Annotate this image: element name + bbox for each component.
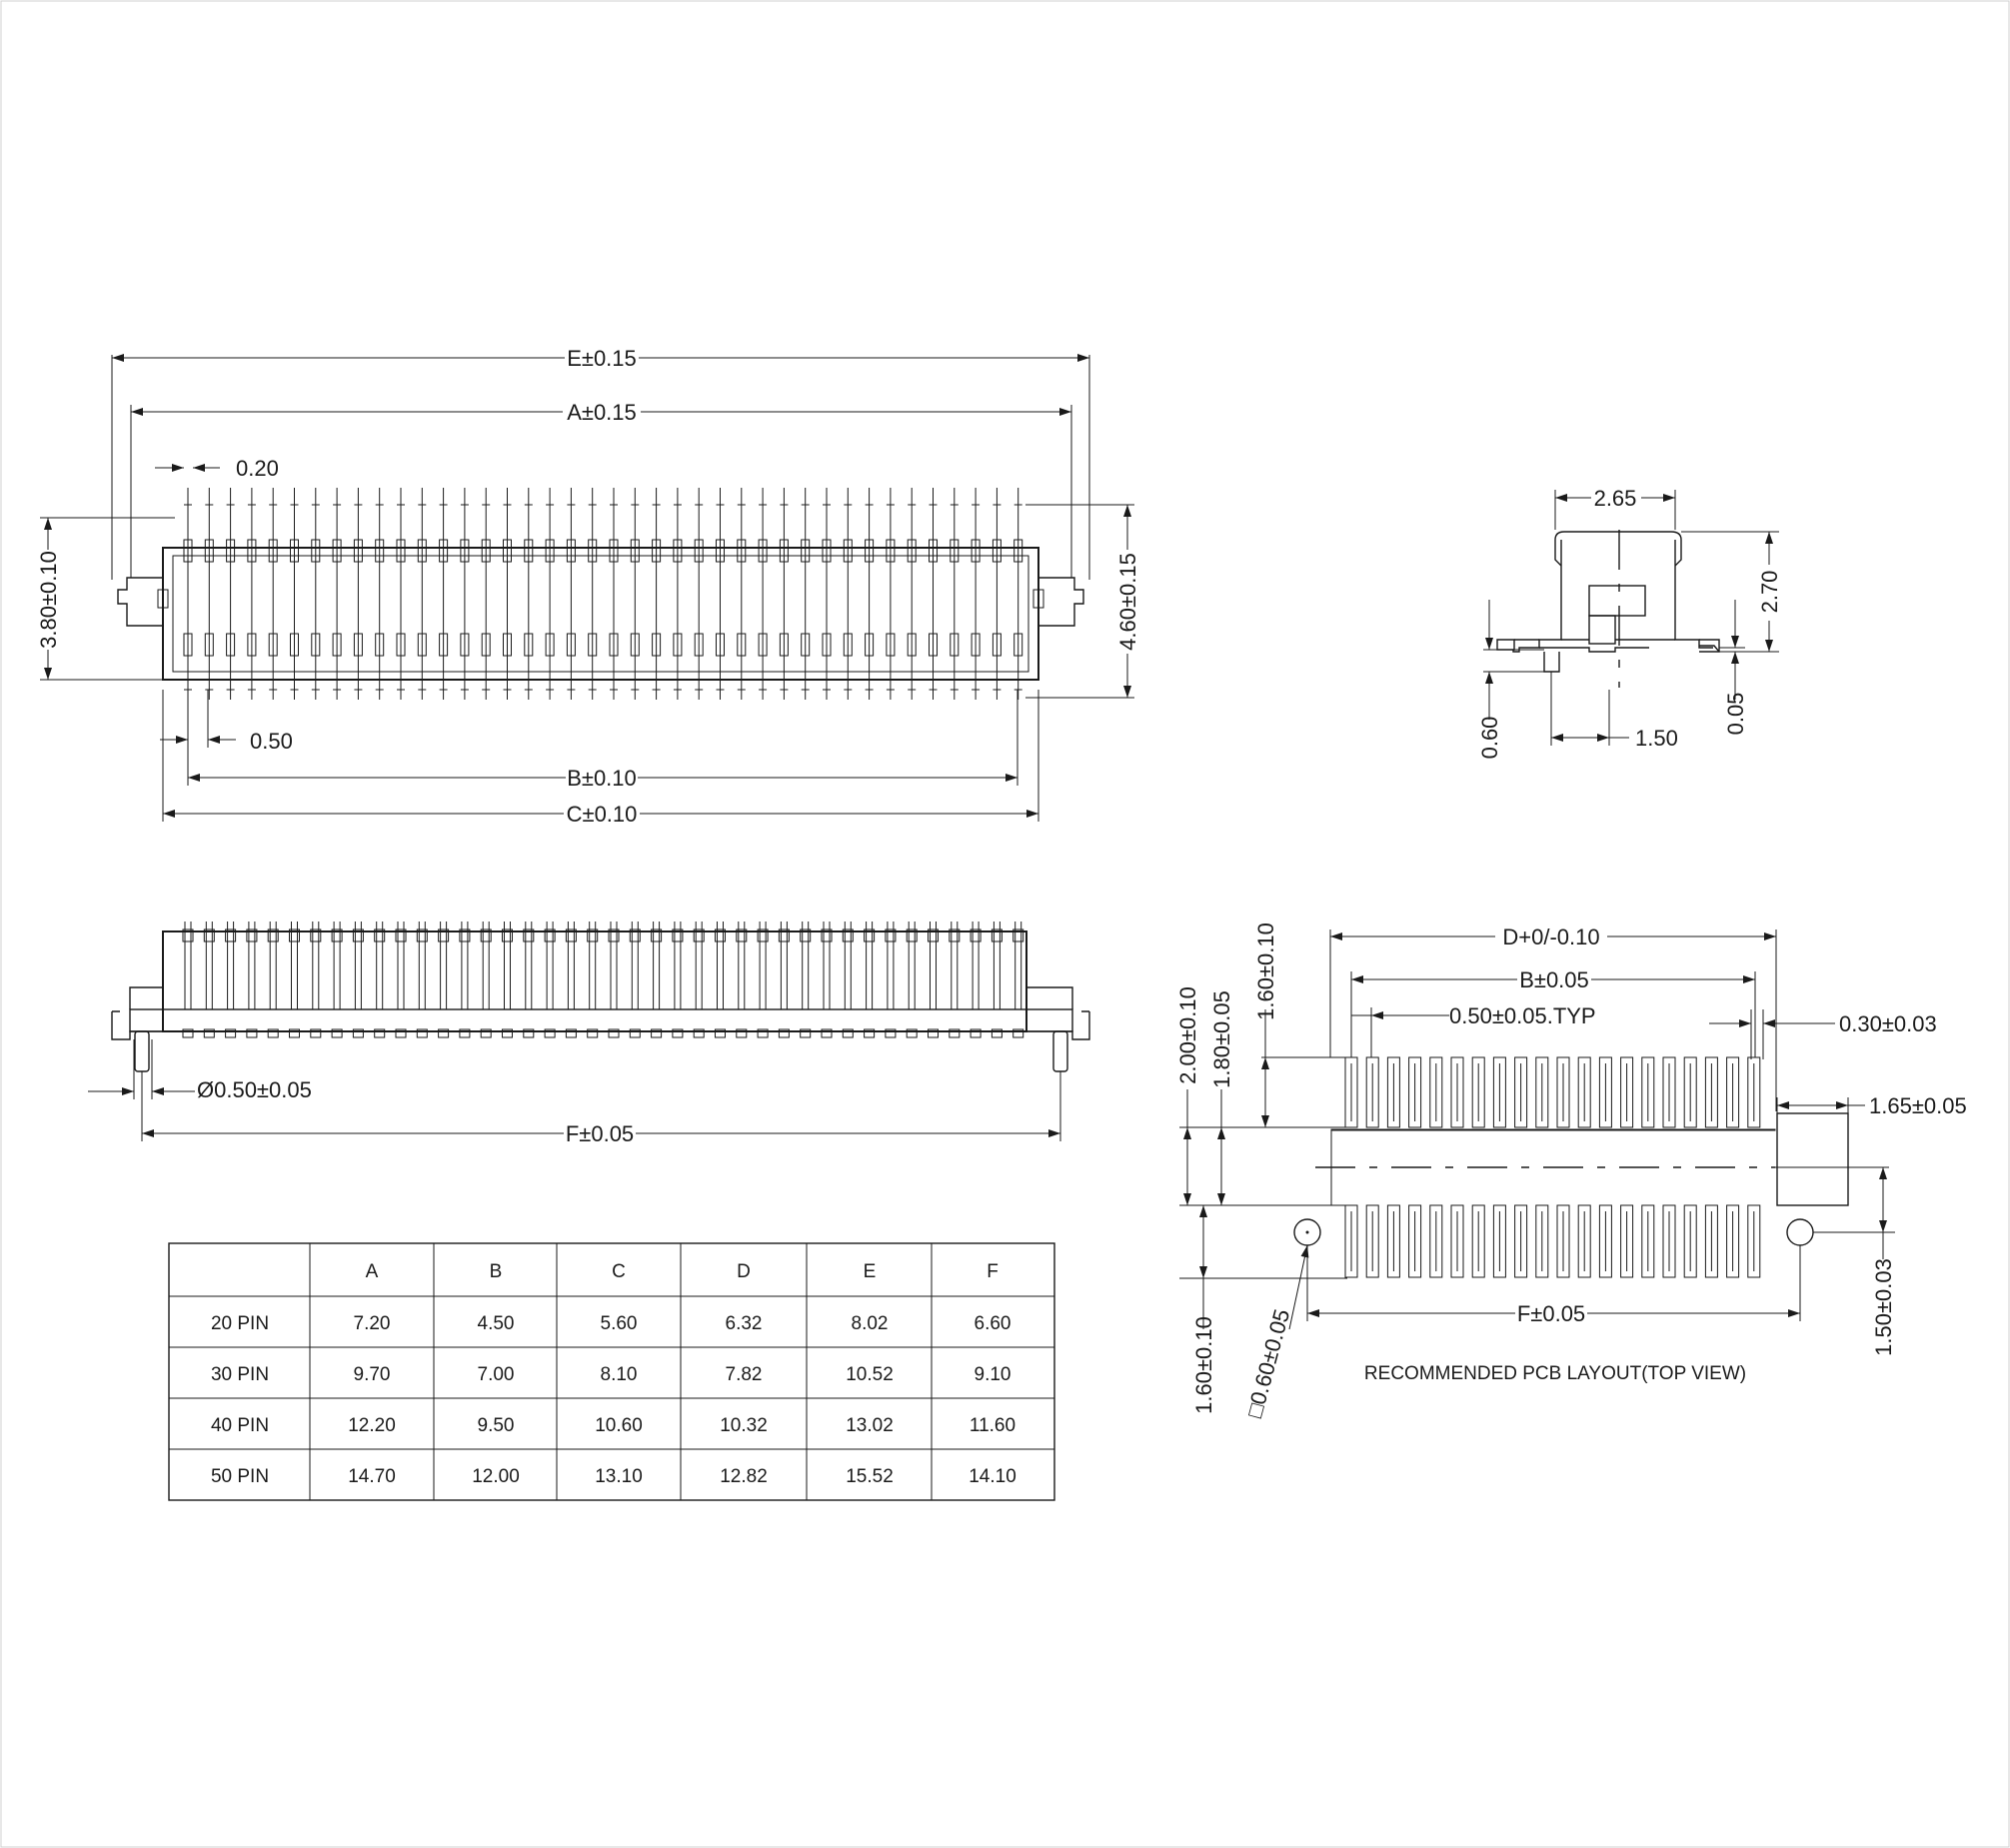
top-pin [908,488,916,700]
table-cell: 13.02 [846,1415,894,1436]
side-pin [183,922,193,1037]
pcb-hole-right [1787,1219,1813,1245]
side-pin [779,922,789,1037]
side-view [88,922,1089,1147]
top-pin [993,488,1001,700]
dim-pitch: 0.50 [250,729,293,754]
top-pin [333,488,341,700]
dim-270: 2.70 [1757,570,1782,614]
side-pin [247,922,257,1037]
side-pin [673,922,683,1037]
table-cell: 14.10 [969,1466,1016,1487]
pcb-pad [1430,1057,1442,1277]
end-post [1544,652,1559,672]
side-pin [886,922,896,1037]
dim-150: 1.50 [1635,726,1678,751]
side-pin [929,922,939,1037]
top-pin [653,488,661,700]
dimension-table [169,1243,1054,1500]
dim-pcb-pitch: 0.50±0.05.TYP [1449,1003,1596,1028]
top-pin [887,488,895,700]
side-pin [716,922,726,1037]
side-pin [609,922,619,1037]
page-border [1,1,2009,1847]
table-cell: 9.70 [353,1364,391,1385]
top-body-inner [173,556,1028,672]
table-cell: 10.32 [720,1415,768,1436]
side-shoulders [130,987,1072,1009]
table-cell: 6.32 [725,1313,763,1334]
side-pin [566,922,576,1037]
pcb-caption: RECOMMENDED PCB LAYOUT(TOP VIEW) [1363,1363,1747,1384]
table-cell: 7.00 [477,1364,515,1385]
top-pin [248,488,256,700]
side-pin-array [183,922,1023,1037]
dim-pcb-B: B±0.05 [1519,967,1589,992]
table-cell: 10.52 [846,1364,894,1385]
table-cell: 5.60 [600,1313,638,1334]
end-stem [1589,586,1645,616]
table-cell: 12.82 [720,1466,768,1487]
side-pin [971,922,981,1037]
dim-pcb-pad-len: 1.65±0.05 [1869,1093,1967,1118]
table-cell: 7.20 [353,1313,391,1334]
table-header-cell: C [612,1261,626,1282]
side-pin [226,922,236,1037]
side-pin [694,922,704,1037]
dim-pcb-180: 1.80±0.05 [1209,990,1234,1088]
side-pin [311,922,321,1037]
dim-pcb-160-bottom: 1.60±0.10 [1191,1316,1216,1414]
dim-pin-width: 0.20 [236,456,279,481]
side-pin [503,922,513,1037]
top-pin [461,488,469,700]
table-cell: 20 PIN [210,1313,270,1334]
side-pin [1013,922,1023,1037]
side-pin [822,922,832,1037]
top-pin [589,488,597,700]
dim-F: F±0.05 [565,1121,635,1146]
top-pin [482,488,490,700]
pcb-layout [1175,922,1967,1420]
top-pin [205,488,213,700]
top-pin [376,488,384,700]
side-pin [290,922,300,1037]
top-pin [802,488,810,700]
side-pin [524,922,534,1037]
top-pin [291,488,299,700]
dim-pin-dia: Ø0.50±0.05 [197,1077,312,1102]
table-cell: 10.60 [595,1415,643,1436]
left-clip [118,578,163,626]
top-pin [823,488,831,700]
top-pin [631,488,639,700]
top-pin [418,488,426,700]
side-pin [439,922,449,1037]
top-pin [184,488,192,700]
top-pin [972,488,980,700]
top-pin [269,488,277,700]
end-top-cap [1555,532,1681,566]
table-header-cell: A [365,1261,379,1282]
side-pin [268,922,278,1037]
top-pin [546,488,554,700]
dim-pcb-hole: □0.60±0.05 [1241,1306,1295,1420]
dim-pcb-150: 1.50±0.03 [1871,1258,1896,1356]
dim-265: 2.65 [1593,486,1637,511]
table-header-cell: B [489,1261,503,1282]
pcb-pad [1684,1057,1696,1277]
right-clip [1038,578,1083,626]
top-pin-array [184,488,1022,700]
end-body [1513,612,1713,652]
top-pin [930,488,938,700]
top-pin [717,488,725,700]
top-pin [780,488,788,700]
top-pin [759,488,767,700]
side-pin [758,922,768,1037]
table-cell: 14.70 [348,1466,396,1487]
table-cell: 4.50 [477,1313,515,1334]
table-header-cell: D [737,1261,751,1282]
top-pin [567,488,575,700]
side-pin [950,922,960,1037]
table-header-cell: F [987,1261,999,1282]
table-cell: 11.60 [969,1415,1016,1436]
top-pin [738,488,746,700]
table-cell: 15.52 [846,1466,894,1487]
side-pin [204,922,214,1037]
dim-pcb-200: 2.00±0.10 [1175,986,1200,1084]
dim-C: C±0.10 [566,802,638,827]
table-cell: 6.60 [974,1313,1011,1334]
side-body-upper [163,931,1026,1031]
table-cell: 9.10 [974,1364,1011,1385]
top-pin [354,488,362,700]
top-pin [695,488,703,700]
side-base-band [130,1009,1072,1031]
dim-height-380: 3.80±0.10 [36,551,61,649]
side-pin [396,922,406,1037]
side-pin [588,922,598,1037]
side-pin [992,922,1002,1037]
side-post-left [135,1031,149,1071]
table-header-cell: E [863,1261,877,1282]
side-pin [417,922,427,1037]
table-cell: 12.00 [472,1466,520,1487]
dim-060: 0.60 [1477,716,1502,760]
dim-A: A±0.15 [567,400,637,425]
table-cell: 30 PIN [210,1364,270,1385]
side-pin [332,922,342,1037]
top-view [34,343,1141,828]
side-pin [801,922,811,1037]
pcb-anchor-pad-right [1777,1113,1848,1205]
side-pin [907,922,917,1037]
side-post-right [1053,1031,1067,1071]
table-cell: 8.10 [600,1364,638,1385]
top-pin [844,488,852,700]
top-pin [1014,488,1022,700]
top-pin [525,488,533,700]
top-pin [674,488,682,700]
end-view [1477,484,1783,759]
top-pin [504,488,512,700]
table-cell: 8.02 [851,1313,889,1334]
table-cell: 40 PIN [210,1415,270,1436]
side-pin [843,922,853,1037]
table-cell: 9.50 [477,1415,515,1436]
dim-pcb-F: F±0.05 [1516,1301,1586,1326]
table-cell: 12.20 [348,1415,396,1436]
side-pin [353,922,363,1037]
side-pin [652,922,662,1037]
side-pin [545,922,555,1037]
side-pin [375,922,385,1037]
dim-height-460: 4.60±0.15 [1115,553,1140,651]
top-pin [866,488,874,700]
table-cell: 13.10 [595,1466,643,1487]
dim-pcb-pad-width: 0.30±0.03 [1839,1011,1937,1036]
side-base [112,1011,1089,1039]
side-pin [460,922,470,1037]
dim-005: 0.05 [1723,692,1748,736]
side-pin [737,922,747,1037]
top-pin [610,488,618,700]
side-pin [865,922,875,1037]
dim-B: B±0.10 [567,766,637,791]
dim-E: E±0.15 [567,346,637,371]
top-pin [440,488,448,700]
top-pin [951,488,959,700]
top-pin [312,488,320,700]
top-pin [397,488,405,700]
dim-pcb-160-top: 1.60±0.10 [1253,923,1278,1020]
top-pin [227,488,235,700]
side-pin [630,922,640,1037]
table-cell: 50 PIN [210,1466,270,1487]
dim-pcb-D: D+0/-0.10 [1502,924,1600,949]
side-pin [481,922,491,1037]
table-cell: 7.82 [725,1364,763,1385]
